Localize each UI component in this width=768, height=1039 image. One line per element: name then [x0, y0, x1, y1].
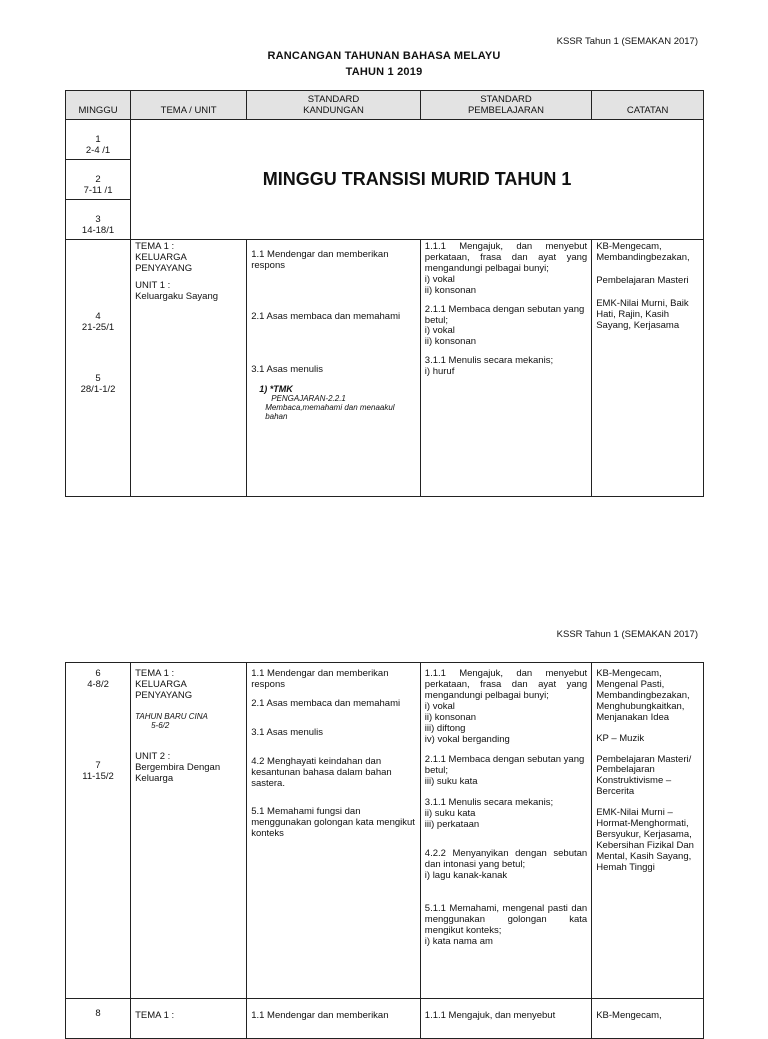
unit-label: UNIT 2 : — [135, 751, 171, 763]
sp-subitem: i) kata nama am — [424, 935, 493, 947]
page-header-right: KSSR Tahun 1 (SEMAKAN 2017) — [556, 629, 698, 640]
sp-item: 2.1.1 Membaca dengan sebutan yang betul; — [424, 754, 585, 777]
sk-cell — [247, 663, 421, 999]
catatan-item: EMK-Nilai Murni, Baik Hati, Rajin, Kasih Sayang, Kerjasama — [596, 297, 689, 331]
sp-cell — [420, 240, 591, 497]
sp-subitem: ii) konsonan — [424, 711, 477, 723]
col3-line1: STANDARD — [307, 94, 360, 106]
col-minggu: MINGGU — [66, 91, 131, 120]
sp-item: 4.2.2 Menyanyikan dengan sebutan dan intonasi yang betul; — [424, 847, 588, 870]
week-number: 6 — [95, 668, 101, 679]
tema-name: PENYAYANG — [135, 262, 193, 274]
table-header-row — [66, 91, 704, 120]
tema-name: PENYAYANG — [135, 689, 193, 701]
holiday-date: 5-6/2 — [151, 720, 170, 730]
sp-subitem: ii) suku kata — [424, 808, 476, 820]
catatan-cell — [592, 999, 704, 1039]
week-date: 14-18/1 — [81, 225, 115, 237]
sp-subitem: i) vokal — [424, 273, 455, 285]
catatan-item: KB-Mengecam, Membandingbezakan, — [596, 241, 690, 263]
catatan-item: EMK-Nilai Murni – Hormat-Menghormati, Bersyukur, Kerjasama, Kebersihan Fizikal Dan Mental, Kasih Sayang, Hemah Tinggi — [596, 807, 694, 873]
transition-banner: MINGGU TRANSISI MURID TAHUN 1 — [131, 120, 704, 240]
col-standard-pembelajaran — [420, 91, 591, 120]
sk-item: 2.1 Asas membaca dan memahami — [251, 310, 401, 322]
page-header-right: KSSR Tahun 1 (SEMAKAN 2017) — [556, 36, 698, 47]
col3-line2: KANDUNGAN — [303, 105, 364, 117]
sk-item: 5.1 Memahami fungsi dan menggunakan golongan kata mengikut konteks — [251, 806, 415, 840]
week-number: 4 — [95, 311, 101, 322]
col4-line2: PEMBELAJARAN — [467, 105, 544, 117]
unit-name: Bergembira Dengan Keluarga — [135, 762, 221, 784]
table-row — [66, 663, 704, 999]
sp-cell — [420, 999, 591, 1039]
table-row — [66, 999, 704, 1039]
table-row — [66, 120, 704, 160]
sp-subitem: iii) diftong — [424, 722, 466, 734]
week-date: 21-25/1 — [81, 321, 115, 333]
catatan-item: Pembelajaran Masteri/ Pembelajaran Konstruktivisme – Bercerita — [596, 753, 692, 798]
sp-subitem: i) huruf — [424, 366, 455, 378]
sp-subitem: iii) perkataan — [424, 819, 480, 831]
sk-cell — [247, 240, 421, 497]
sk-item: 4.2 Menghayati keindahan dan kesantunan bahasa dalam bahan sastera. — [251, 755, 392, 789]
week-date: 7-11 /1 — [83, 185, 113, 197]
tema-name: KELUARGA — [135, 678, 187, 690]
sp-item: 3.1.1 Menulis secara mekanis; — [424, 797, 554, 809]
plan-table-page1 — [65, 90, 704, 497]
tmk-subtitle: PENGAJARAN-2.2.1 — [271, 394, 346, 404]
sp-subitem: ii) konsonan — [424, 284, 477, 296]
sp-item: 5.1.1 Memahami, mengenal pasti dan menggunakan golongan kata mengikut konteks; — [424, 902, 588, 936]
table-row — [66, 240, 704, 497]
sp-subitem: i) lagu kanak-kanak — [424, 869, 508, 881]
week-cell — [66, 663, 131, 999]
week-number: 1 — [95, 134, 101, 146]
sp-subitem: iii) suku kata — [424, 776, 478, 788]
week-number: 5 — [95, 372, 101, 384]
tema-cell — [131, 999, 247, 1039]
week-date: 4-8/2 — [87, 678, 109, 690]
tema-label: TEMA 1 : — [135, 1010, 175, 1021]
col-catatan: CATATAN — [592, 91, 704, 120]
week-date: 28/1-1/2 — [80, 383, 116, 395]
sk-item: 1.1 Mendengar dan memberikan — [251, 1010, 389, 1021]
plan-table-page2 — [65, 662, 704, 1039]
week-number: 8 — [95, 1008, 101, 1019]
week-cell — [66, 240, 131, 497]
week-cell — [66, 999, 131, 1039]
tema-cell — [131, 240, 247, 497]
tema-label: TEMA 1 : — [135, 241, 175, 252]
tema-label: TEMA 1 : — [135, 668, 175, 679]
sp-item: 1.1.1 Mengajuk, dan menyebut perkataan, frasa dan ayat yang mengandungi pelbagai bunyi; — [424, 668, 588, 701]
sp-subitem: i) vokal — [424, 700, 455, 712]
unit-name: Keluargaku Sayang — [135, 290, 219, 302]
catatan-cell — [592, 240, 704, 497]
catatan-item: KP – Muzik — [596, 732, 645, 744]
sk-item: 3.1 Asas menulis — [251, 363, 324, 375]
document-subtitle: TAHUN 1 2019 — [345, 66, 423, 78]
tmk-text: Membaca,memahami dan menaakul bahan — [265, 403, 395, 422]
catatan-cell — [592, 663, 704, 999]
tema-name: KELUARGA — [135, 251, 187, 263]
col4-line1: STANDARD — [480, 94, 532, 106]
sk-item: 2.1 Asas membaca dan memahami — [251, 697, 401, 709]
catatan-item: KB-Mengecam, Mengenal Pasti, Membandingbezakan, Menghubungkaitkan, Menjanakan Idea — [596, 668, 690, 723]
sk-item: 1.1 Mendengar dan memberikan respons — [251, 249, 389, 271]
sp-item: 3.1.1 Menulis secara mekanis; — [424, 355, 554, 367]
sp-item: 1.1.1 Mengajuk, dan menyebut — [424, 1010, 556, 1021]
tema-cell — [131, 663, 247, 999]
col-tema-unit: TEMA / UNIT — [131, 91, 247, 120]
sk-cell — [247, 999, 421, 1039]
document-title: RANCANGAN TAHUNAN BAHASA MELAYU — [267, 50, 501, 62]
week-date: 2-4 /1 — [85, 145, 111, 157]
sp-cell — [420, 663, 591, 999]
week-cell — [66, 160, 131, 200]
tmk-heading: 1) *TMK — [259, 383, 293, 394]
holiday-label: TAHUN BARU CINA — [135, 711, 208, 721]
catatan-item: Pembelajaran Masteri — [596, 274, 689, 286]
week-date: 11-15/2 — [82, 770, 114, 782]
sp-item: 1.1.1 Mengajuk, dan menyebut perkataan, frasa dan ayat yang mengandungi pelbagai bunyi; — [424, 241, 588, 274]
week-number: 7 — [95, 759, 101, 771]
sp-subitem: iv) vokal berganding — [424, 733, 510, 745]
sk-item: 3.1 Asas menulis — [251, 726, 324, 738]
sp-subitem: i) vokal — [424, 325, 455, 337]
week-cell — [66, 120, 131, 160]
col-standard-kandungan — [247, 91, 421, 120]
sp-item: 2.1.1 Membaca dengan sebutan yang betul; — [424, 303, 585, 326]
unit-label: UNIT 1 : — [135, 279, 171, 291]
week-number: 3 — [95, 214, 101, 226]
catatan-item: KB-Mengecam, — [596, 1010, 662, 1021]
sk-item: 1.1 Mendengar dan memberikan respons — [251, 668, 389, 690]
week-number: 2 — [95, 174, 101, 186]
sp-subitem: ii) konsonan — [424, 336, 477, 348]
week-cell — [66, 200, 131, 240]
